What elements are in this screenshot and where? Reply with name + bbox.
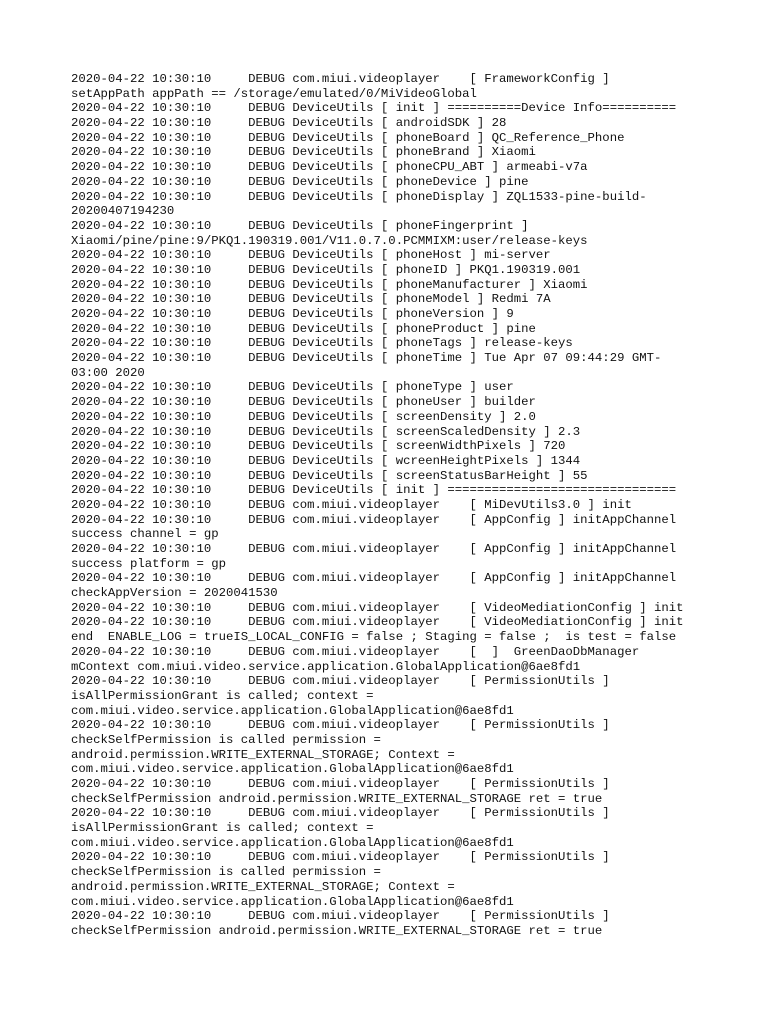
log-line: success platform = gp [71,556,226,571]
log-line: 2020-04-22 10:30:10 DEBUG com.miui.videoplayer [ FrameworkConfig ] [71,72,610,86]
log-line: 2020-04-22 10:30:10 DEBUG DeviceUtils [ phoneTags ] release-keys [71,336,573,351]
log-line: 2020-04-22 10:30:10 DEBUG DeviceUtils [ init ] ==========Device Info========== [71,101,677,116]
log-line: isAllPermissionGrant is called; context = [71,688,374,703]
log-line: android.permission.WRITE_EXTERNAL_STORAGE; Context = [71,747,455,762]
log-line: 2020-04-22 10:30:10 DEBUG DeviceUtils [ screenDensity ] 2.0 [71,409,536,424]
log-line: 2020-04-22 10:30:10 DEBUG DeviceUtils [ phoneUser ] builder [71,395,536,410]
log-line: checkSelfPermission is called permission = [71,732,381,747]
log-line: 2020-04-22 10:30:10 DEBUG com.miui.videoplayer [ PermissionUtils ] [71,850,610,865]
log-line: 2020-04-22 10:30:10 DEBUG DeviceUtils [ wcreenHeightPixels ] 1344 [71,453,581,468]
log-line: 2020-04-22 10:30:10 DEBUG DeviceUtils [ phoneCPU_ABT ] armeabi-v7a [71,160,588,175]
log-line: 2020-04-22 10:30:10 DEBUG DeviceUtils [ phoneModel ] Redmi 7A [71,292,551,307]
log-document [71,72,711,939]
log-line: 2020-04-22 10:30:10 DEBUG DeviceUtils [ androidSDK ] 28 [71,116,507,131]
log-line: end ENABLE_LOG = trueIS_LOCAL_CONFIG = false ; Staging = false ; is test = false [71,630,677,645]
log-line: com.miui.video.service.application.GlobalApplication@6ae8fd1 [71,703,514,718]
log-line: 2020-04-22 10:30:10 DEBUG DeviceUtils [ phoneTime ] Tue Apr 07 09:44:29 GMT- [71,351,662,366]
log-line: 2020-04-22 10:30:10 DEBUG DeviceUtils [ phoneManufacturer ] Xiaomi [71,277,588,292]
log-line: com.miui.video.service.application.GlobalApplication@6ae8fd1 [71,762,514,777]
log-line: 2020-04-22 10:30:10 DEBUG DeviceUtils [ phoneHost ] mi-server [71,248,551,263]
log-line: 2020-04-22 10:30:10 DEBUG DeviceUtils [ phoneBoard ] QC_Reference_Phone [71,130,625,145]
log-line: 2020-04-22 10:30:10 DEBUG com.miui.videoplayer [ AppConfig ] initAppChannel [71,542,677,556]
log-line: com.miui.video.service.application.GlobalApplication@6ae8fd1 [71,835,514,850]
log-line: 2020-04-22 10:30:10 DEBUG DeviceUtils [ init ] =============================== [71,483,677,498]
log-line: setAppPath appPath == /storage/emulated/0/MiVideoGlobal [71,86,477,101]
log-line: com.miui.video.service.application.GlobalApplication@6ae8fd1 [71,894,514,909]
log-line: Xiaomi/pine/pine:9/PKQ1.190319.001/V11.0.7.0.PCMMIXM:user/release-keys [71,233,588,248]
log-line: 2020-04-22 10:30:10 DEBUG com.miui.videoplayer [ AppConfig ] initAppChannel [71,571,677,586]
log-line: 2020-04-22 10:30:10 DEBUG DeviceUtils [ screenStatusBarHeight ] 55 [71,468,588,483]
log-line: 2020-04-22 10:30:10 DEBUG com.miui.videoplayer [ VideoMediationConfig ] init [71,600,684,615]
log-line: 2020-04-22 10:30:10 DEBUG DeviceUtils [ phoneProduct ] pine [71,321,536,336]
log-line: 2020-04-22 10:30:10 DEBUG DeviceUtils [ phoneVersion ] 9 [71,307,514,321]
log-line: 2020-04-22 10:30:10 DEBUG com.miui.videoplayer [ MiDevUtils3.0 ] init [71,497,632,512]
log-line: 2020-04-22 10:30:10 DEBUG DeviceUtils [ phoneDisplay ] ZQL1533-pine-build- [71,189,647,204]
log-line: 2020-04-22 10:30:10 DEBUG com.miui.videoplayer [ PermissionUtils ] [71,777,610,791]
log-line: 2020-04-22 10:30:10 DEBUG DeviceUtils [ screenScaledDensity ] 2.3 [71,424,581,439]
log-line: 03:00 2020 [71,365,145,380]
log-line: 20200407194230 [71,204,175,219]
log-line: 2020-04-22 10:30:10 DEBUG DeviceUtils [ phoneFingerprint ] [71,218,529,233]
log-line: android.permission.WRITE_EXTERNAL_STORAGE; Context = [71,879,455,894]
log-line: checkSelfPermission android.permission.WRITE_EXTERNAL_STORAGE ret = true [71,791,603,806]
log-line: mContext com.miui.video.service.application.GlobalApplication@6ae8fd1 [71,659,581,674]
log-line: 2020-04-22 10:30:10 DEBUG DeviceUtils [ phoneType ] user [71,380,514,395]
log-line: 2020-04-22 10:30:10 DEBUG com.miui.videoplayer [ PermissionUtils ] [71,806,610,821]
log-line: 2020-04-22 10:30:10 DEBUG com.miui.videoplayer [ PermissionUtils ] [71,909,610,924]
log-line: checkSelfPermission is called permission = [71,865,381,880]
log-line: checkSelfPermission android.permission.WRITE_EXTERNAL_STORAGE ret = true [71,923,603,938]
log-line: 2020-04-22 10:30:10 DEBUG DeviceUtils [ phoneID ] PKQ1.190319.001 [71,262,581,277]
log-line: 2020-04-22 10:30:10 DEBUG com.miui.videoplayer [ PermissionUtils ] [71,718,610,733]
log-line: isAllPermissionGrant is called; context = [71,821,374,836]
log-line: 2020-04-22 10:30:10 DEBUG DeviceUtils [ phoneDevice ] pine [71,174,529,189]
log-line: 2020-04-22 10:30:10 DEBUG DeviceUtils [ screenWidthPixels ] 720 [71,439,566,454]
log-line: checkAppVersion = 2020041530 [71,586,278,601]
log-line: success channel = gp [71,527,219,542]
log-line: 2020-04-22 10:30:10 DEBUG com.miui.videoplayer [ VideoMediationConfig ] init [71,615,684,630]
log-line: 2020-04-22 10:30:10 DEBUG DeviceUtils [ phoneBrand ] Xiaomi [71,145,536,160]
log-line: 2020-04-22 10:30:10 DEBUG com.miui.videoplayer [ PermissionUtils ] [71,674,610,689]
log-line: 2020-04-22 10:30:10 DEBUG com.miui.videoplayer [ AppConfig ] initAppChannel [71,512,677,527]
log-line: 2020-04-22 10:30:10 DEBUG com.miui.videoplayer [ ] GreenDaoDbManager [71,644,640,659]
